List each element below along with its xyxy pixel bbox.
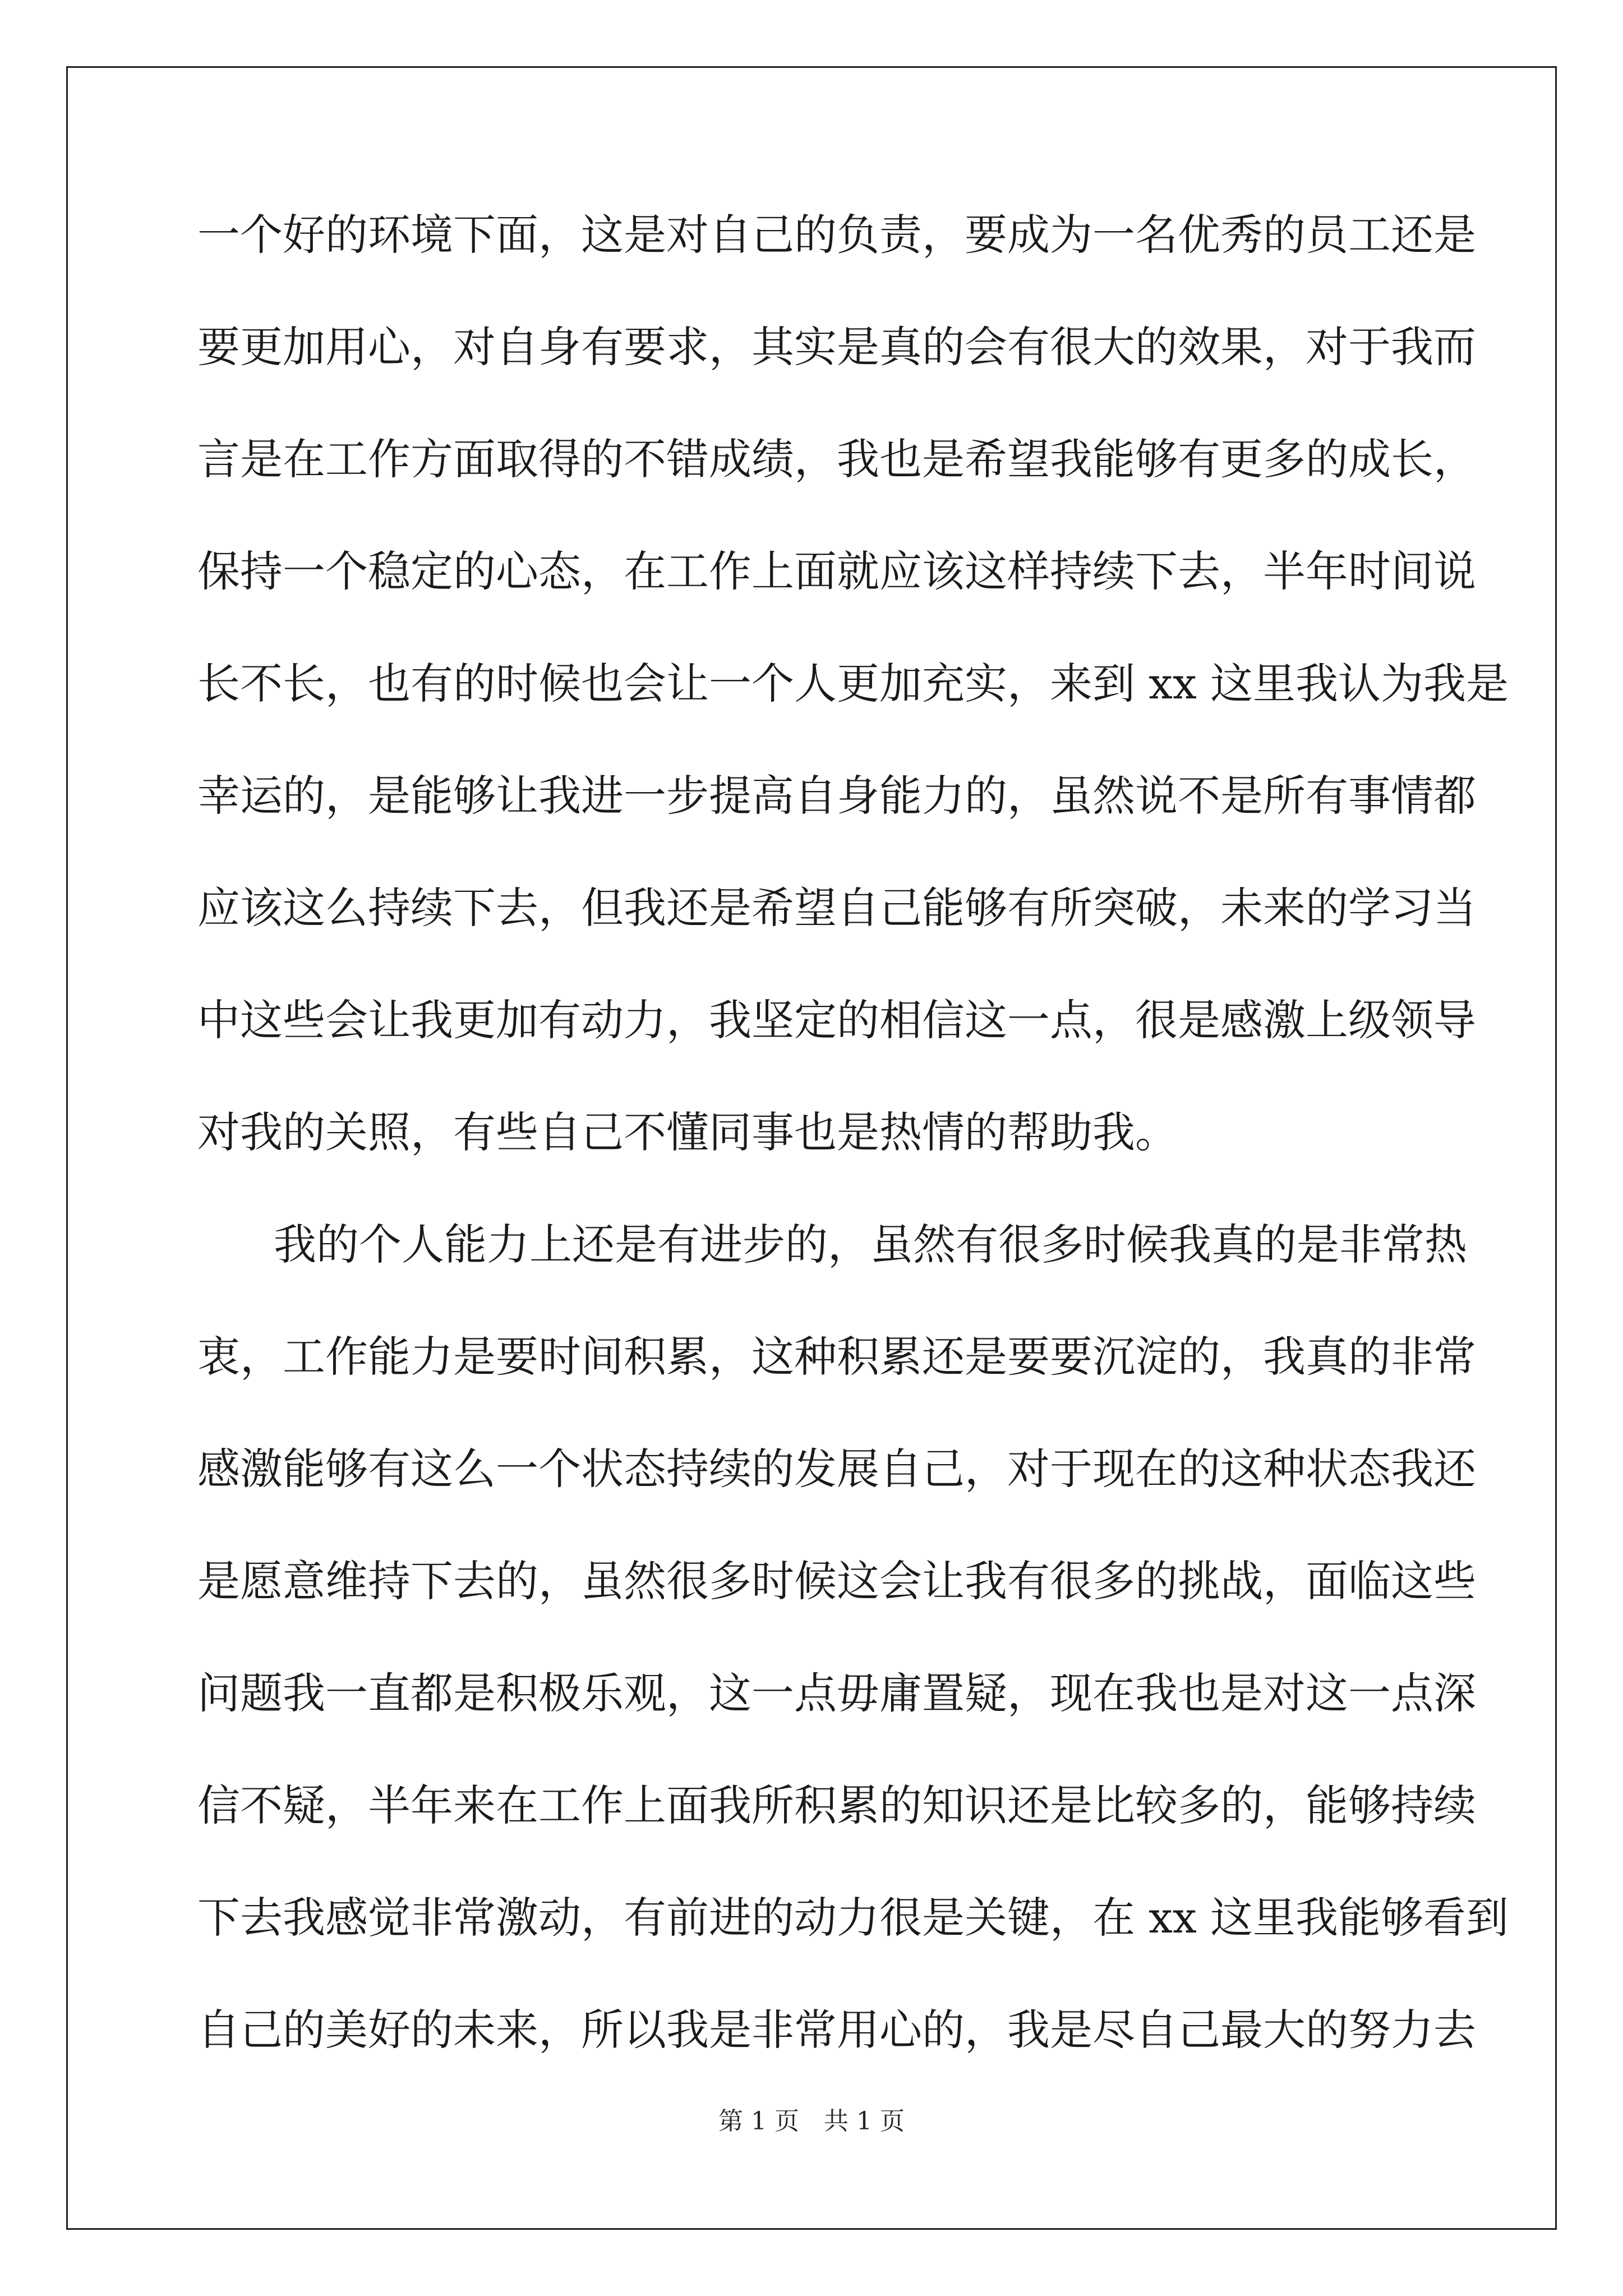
paragraph-2-line-5: 问题我一直都是积极乐观，这一点毋庸置疑，现在我也是对这一点深: [197, 1668, 1476, 1718]
paragraph-1-line-4: 保持一个稳定的心态，在工作上面就应该这样持续下去，半年时间说: [197, 546, 1476, 596]
paragraph-1-line-1: 一个好的环境下面，这是对自己的负责，要成为一名优秀的员工还是: [197, 210, 1476, 260]
paragraph-1-line-8: 中这些会让我更加有动力，我坚定的相信这一点，很是感激上级领导: [197, 995, 1476, 1045]
paragraph-1-line-9: 对我的关照，有些自己不懂同事也是热情的帮助我。: [197, 1107, 1178, 1157]
paragraph-1-line-2: 要更加用心，对自身有要求，其实是真的会有很大的效果，对于我而: [197, 322, 1476, 372]
paragraph-1-line-6: 幸运的，是能够让我进一步提高自身能力的，虽然说不是所有事情都: [197, 771, 1476, 821]
paragraph-2-line-4: 是愿意维持下去的，虽然很多时候这会让我有很多的挑战，面临这些: [197, 1556, 1476, 1606]
paragraph-1-line-5: 长不长，也有的时候也会让一个人更加充实，来到 xx 这里我认为我是: [197, 659, 1509, 708]
paragraph-2-line-6: 信不疑，半年来在工作上面我所积累的知识还是比较多的，能够持续: [197, 1780, 1476, 1830]
paragraph-2-line-7: 下去我感觉非常激动，有前进的动力很是关键，在 xx 这里我能够看到: [197, 1893, 1509, 1943]
paragraph-2-line-1: 我的个人能力上还是有进步的，虽然有很多时候我真的是非常热: [274, 1220, 1467, 1269]
paragraph-2-line-8: 自己的美好的未来，所以我是非常用心的，我是尽自己最大的努力去: [197, 2005, 1476, 2055]
paragraph-2-line-2: 衷，工作能力是要时间积累，这种积累还是要要沉淀的，我真的非常: [197, 1332, 1476, 1382]
paragraph-1-line-3: 言是在工作方面取得的不错成绩，我也是希望我能够有更多的成长，: [197, 434, 1476, 484]
paragraph-1-line-7: 应该这么持续下去，但我还是希望自己能够有所突破，未来的学习当: [197, 883, 1476, 933]
document-body: [197, 204, 1509, 2111]
paragraph-2-line-3: 感激能够有这么一个状态持续的发展自己，对于现在的这种状态我还: [197, 1444, 1476, 1494]
page-number-footer: 第 1 页 共 1 页: [718, 2107, 905, 2136]
